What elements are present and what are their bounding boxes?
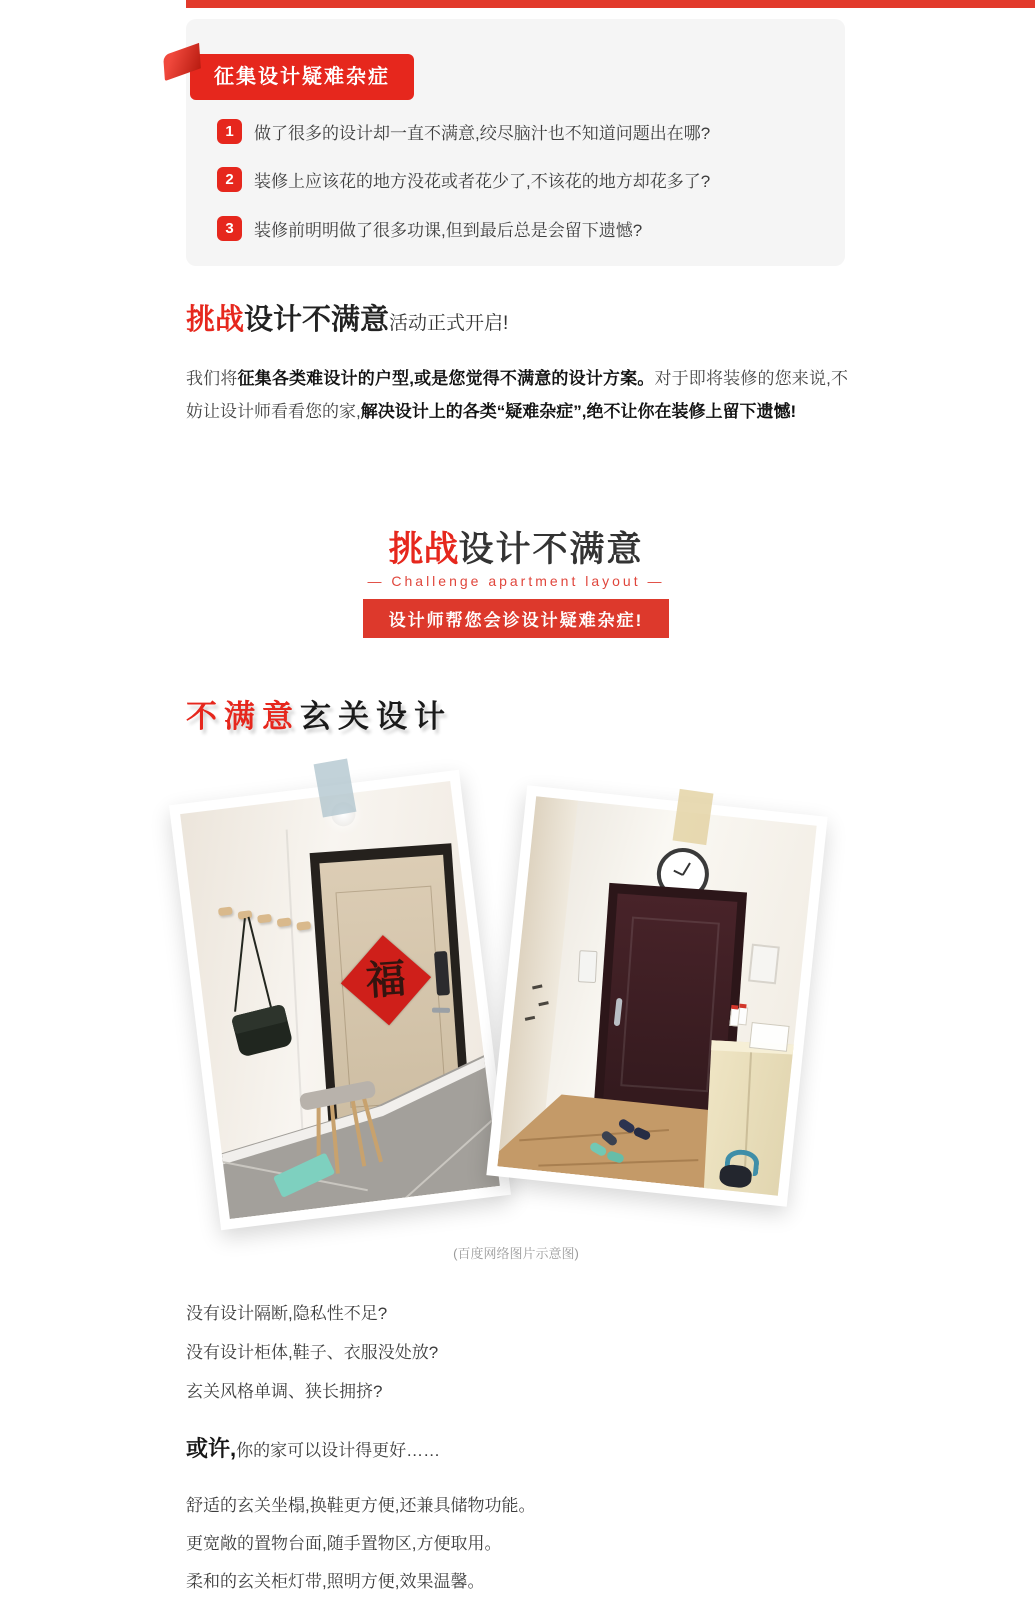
- pain-point-text-3: 装修前明明做了很多功课,但到最后总是会留下遗憾?: [254, 221, 643, 240]
- ribbon-badge: [190, 54, 414, 100]
- pain-point-text-2: 装修上应该花的地方没花或者花少了,不该花的地方却花多了?: [254, 172, 711, 191]
- issue-line-3: 玄关风格单调、狭长拥挤?: [186, 1382, 383, 1401]
- intercom: [578, 950, 598, 983]
- wall-panel: [748, 944, 780, 985]
- intro-heading-suffix: 活动正式开启!: [389, 313, 509, 334]
- benefit-line-2: 更宽敞的置物台面,随手置物区,方便取用。: [186, 1534, 502, 1553]
- section-heading: [186, 691, 452, 736]
- handbag: [231, 1004, 294, 1058]
- issue-line-2: 没有设计柜体,鞋子、衣服没处放?: [186, 1343, 439, 1362]
- pain-point-item-2: [217, 167, 710, 192]
- benefit-line-3: 柔和的玄关柜灯带,照明方便,效果温馨。: [186, 1572, 485, 1591]
- pain-point-text-1: 做了很多的设计却一直不满意,绞尽脑汁也不知道问题出在哪?: [254, 124, 711, 143]
- maybe-rest: 你的家可以设计得更好……: [236, 1441, 441, 1460]
- coat-hook: [218, 906, 233, 916]
- number-badge-2: 2: [217, 167, 242, 192]
- coat-hook: [257, 914, 272, 924]
- photo-entryway-left: [169, 770, 511, 1230]
- consult-button[interactable]: 设计师帮您会诊设计疑难杂症!: [363, 599, 670, 638]
- maybe-bold: 或许,: [186, 1436, 237, 1461]
- issues-list: [186, 1294, 438, 1411]
- intro-text-2: 对于即将装修的您来说,不妨让设计师看看您的家,: [186, 369, 849, 421]
- intro-bold-2: 解决设计上的各类“疑难杂症”,绝不让你在装修上留下遗憾!: [360, 402, 797, 421]
- coat-hook: [296, 921, 311, 931]
- intro-heading-red: 挑战: [186, 304, 245, 336]
- entryway-scene-right: [497, 796, 816, 1195]
- intro-paragraph: [186, 362, 848, 428]
- pain-point-item-3: [217, 216, 642, 241]
- fu-banner: 福: [341, 935, 431, 1025]
- banner-button-wrap: [186, 599, 846, 638]
- banner-title-black: 设计不满意: [458, 530, 644, 569]
- maybe-line: [186, 1432, 440, 1463]
- entryway-scene-left: [180, 781, 500, 1219]
- photo-caption: (百度网络图片示意图): [453, 1246, 579, 1261]
- benefit-line-1: 舒适的玄关坐榻,换鞋更方便,还兼具储物功能。: [186, 1496, 536, 1515]
- storage-box: [749, 1022, 790, 1052]
- top-red-bar: [186, 0, 1035, 8]
- door-handle: [432, 1008, 450, 1013]
- number-badge-3: 3: [217, 216, 242, 241]
- section-heading-black: 玄关设计: [300, 699, 452, 734]
- intro-heading-black: 设计不满意: [244, 304, 390, 336]
- coat-hook: [277, 917, 292, 927]
- number-badge-1: 1: [217, 119, 242, 144]
- banner-title: [186, 522, 846, 572]
- intro-text-1: 我们将: [186, 369, 238, 388]
- banner-title-red: 挑战: [388, 530, 459, 569]
- washi-tape-right: [673, 789, 714, 845]
- photo-entryway-right: [486, 785, 827, 1206]
- section-heading-red: 不满意: [186, 699, 300, 734]
- pain-point-item-1: [217, 119, 710, 144]
- issue-line-1: 没有设计隔断,隐私性不足?: [186, 1304, 388, 1323]
- ribbon-label: 征集设计疑难杂症: [214, 66, 390, 88]
- intro-bold-1: 征集各类难设计的户型,或是您觉得不满意的设计方案。: [237, 369, 655, 388]
- benefits-list: [186, 1487, 535, 1601]
- banner-subtitle: — Challenge apartment layout —: [367, 573, 665, 589]
- intro-heading: [186, 297, 508, 338]
